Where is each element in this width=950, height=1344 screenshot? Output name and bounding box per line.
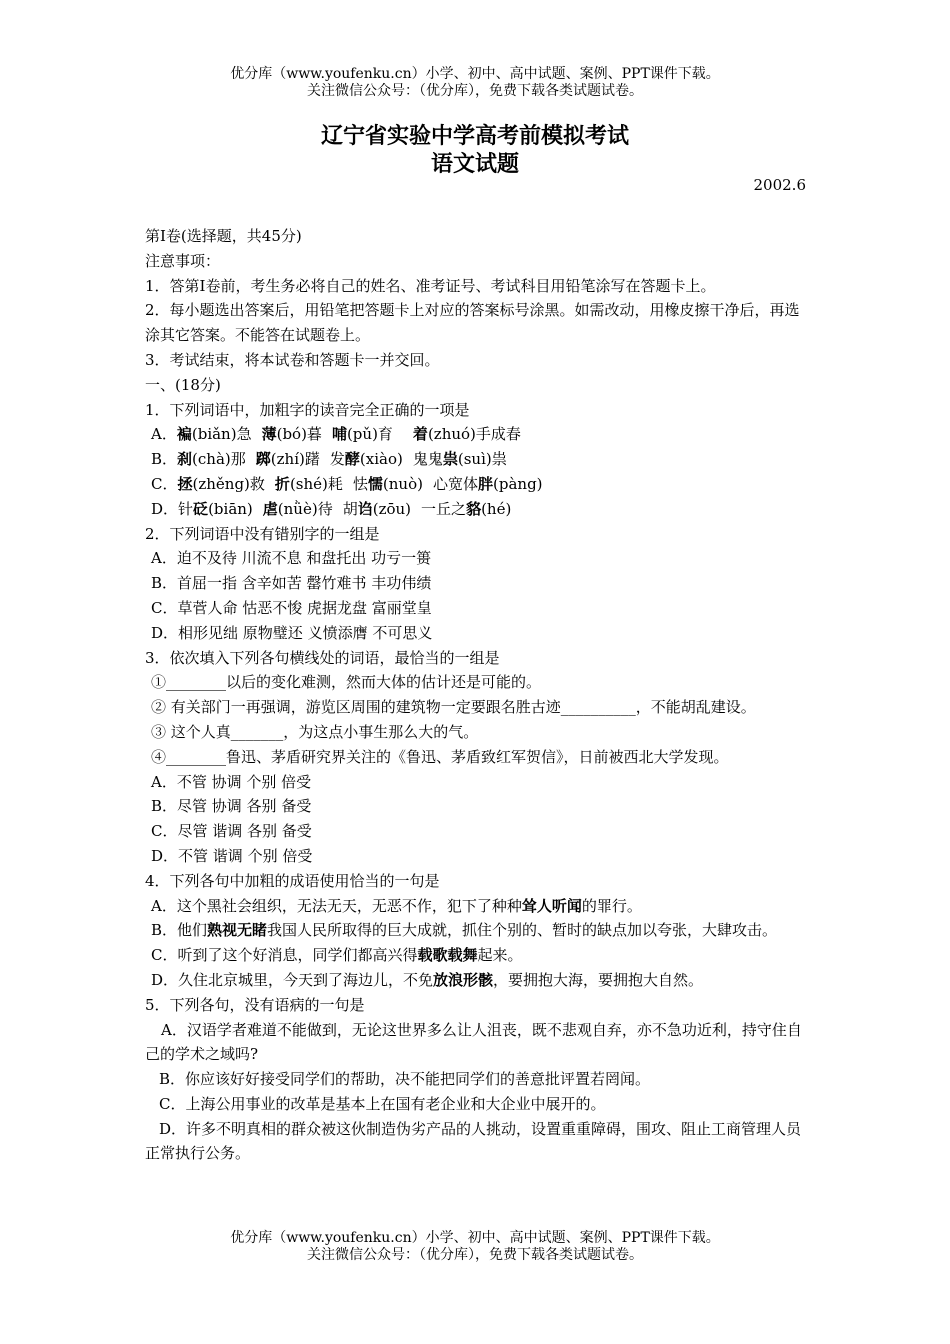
question-2-option-d: D．相形见绌 原物璧还 义愤添膺 不可思义 <box>151 623 433 642</box>
question-5-option-b: B．你应该好好接受同学们的帮助，决不能把同学们的善意批评置若罔闻。 <box>159 1070 651 1089</box>
question-4-option-c: C．听到了这个好消息，同学们都高兴得载歌载舞起来。 <box>151 946 523 965</box>
question-4-option-b: B．他们熟视无睹我国人民所取得的巨大成就，抓住个别的、暂时的缺点加以夸张，大肆攻击。 <box>151 921 778 940</box>
question-3-option-c: C．尽管 谐调 各别 备受 <box>151 822 312 841</box>
question-3-sentence-2: ② 有关部门一再强调，游览区周围的建筑物一定要跟名胜古迹__________，不能胡乱建设。 <box>151 698 756 717</box>
header-line-2: 关注微信公众号：（优分库），免费下载各类试题试卷。 <box>307 83 643 99</box>
page-header <box>0 66 950 100</box>
header-line-1: 优分库（www.youfenku.cn）小学、初中、高中试题、案例、PPT课件下载。 <box>230 66 720 82</box>
title-block <box>0 122 950 178</box>
question-1-option-d: D．针砭(biān) 虐(nǜè)待 胡诌(zōu) 一丘之貉(hé) <box>151 499 512 518</box>
question-3-option-a: A．不管 协调 个别 倍受 <box>151 772 312 791</box>
question-2-option-c: C．草菅人命 怙恶不悛 虎据龙盘 富丽堂皇 <box>151 598 432 617</box>
question-5-option-c: C．上海公用事业的改革是基本上在国有老企业和大企业中展开的。 <box>159 1094 606 1113</box>
question-4-option-a: A．这个黑社会组织，无法无天，无恶不作，犯下了种种耸人听闻的罪行。 <box>151 896 642 915</box>
question-1-stem: 1．下列词语中，加粗字的读音完全正确的一项是 <box>145 400 470 419</box>
question-3-sentence-3: ③ 这个人真_______，为这点小事生那么大的气。 <box>151 722 479 741</box>
notice-item: 2．每小题选出答案后，用铅笔把答题卡上对应的答案标号涂黑。如需改动，用橡皮擦干净后，再选涂其它答案。不能答在试题卷上。 <box>145 301 800 345</box>
notice-label: 注意事项： <box>145 251 221 270</box>
question-5-option-d: D．许多不明真相的群众被这伙制造伪劣产品的人挑动，设置重重障碍，围攻、阻止工商管理人员正常执行公务。 <box>145 1119 802 1163</box>
question-1-option-c: C．拯(zhěng)救 折(shé)耗 怯懦(nuò) 心宽体胖(pàng) <box>151 474 543 493</box>
exam-content <box>145 224 810 1166</box>
question-3-option-b: B．尽管 协调 各别 备受 <box>151 797 312 816</box>
question-3-stem: 3．依次填入下列各句横线处的词语，最恰当的一组是 <box>145 648 500 667</box>
part-heading: 一、(18分) <box>145 375 221 394</box>
section-heading: 第Ⅰ卷(选择题，共45分) <box>145 227 302 245</box>
question-1-option-a: A．褊(biǎn)急 薄(bó)暮 哺(pǔ)育 着(zhuó)手成春 <box>151 425 521 444</box>
footer-line-2: 关注微信公众号：（优分库），免费下载各类试题试卷。 <box>307 1247 643 1263</box>
question-3-option-d: D．不管 谐调 个别 倍受 <box>151 846 313 865</box>
question-1-option-b: B．刹(chà)那 踯(zhí)躇 发酵(xiào) 鬼鬼祟(suì)祟 <box>151 450 507 469</box>
question-2-stem: 2．下列词语中没有错别字的一组是 <box>145 524 380 543</box>
question-2-option-a: A．迫不及待 川流不息 和盘托出 功亏一篑 <box>151 549 432 568</box>
question-4-option-d: D．久住北京城里，今天到了海边儿，不免放浪形骸，要拥抱大海，要拥抱大自然。 <box>151 970 704 989</box>
question-4-stem: 4．下列各句中加粗的成语使用恰当的一句是 <box>145 871 440 890</box>
exam-date: 2002.6 <box>753 176 806 194</box>
exam-title: 辽宁省实验中学高考前模拟考试 <box>320 123 629 149</box>
notice-item: 1．答第Ⅰ卷前，考生务必将自己的姓名、准考证号、考试科目用铅笔涂写在答题卡上。 <box>145 276 716 295</box>
page-footer <box>0 1230 950 1264</box>
footer-line-1: 优分库（www.youfenku.cn）小学、初中、高中试题、案例、PPT课件下载。 <box>230 1230 720 1246</box>
question-3-sentence-1: ①________以后的变化难测，然而大体的估计还是可能的。 <box>151 673 542 692</box>
question-2-option-b: B．首屈一指 含辛如苦 罄竹难书 丰功伟绩 <box>151 574 432 593</box>
notice-item: 3．考试结束，将本试卷和答题卡一并交回。 <box>145 350 440 369</box>
exam-subtitle: 语文试题 <box>430 151 519 177</box>
question-5-option-a: A．汉语学者难道不能做到，无论这世界多么让人沮丧，既不悲观自弃，亦不急功近利，持守住自己的学术之域吗? <box>145 1020 802 1064</box>
question-3-sentence-4: ④________鲁迅、茅盾研究界关注的《鲁迅、茅盾致红军贺信》，日前被西北大学发现。 <box>151 747 729 766</box>
question-5-stem: 5．下列各句，没有语病的一句是 <box>145 995 365 1014</box>
